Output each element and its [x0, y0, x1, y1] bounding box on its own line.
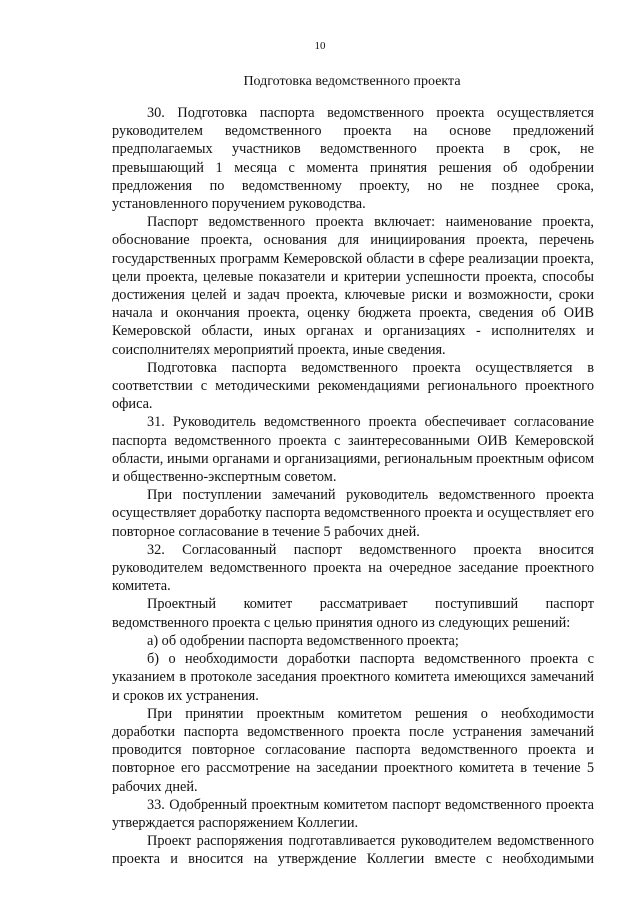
document-body: [112, 104, 594, 869]
paragraph-passport-contents: Паспорт ведомственного проекта включает: наименование проекта, обоснование проекта, основания для инициирования проекта, перечень государственных программ Кемеровской области в сфере реализации проекта, цели проекта, целевые показатели и критерии успешности проекта, способы достижения целей и задач проекта, ключевые риски и возможности, сроки начала и окончания проекта, оценку бюджета проекта, сведения об ОИВ Кемеровской области, иных органах и организациях - исполнителях и соисполнителях мероприятий проекта, иные сведения.: [112, 214, 594, 358]
section-title: Подготовка ведомственного проекта: [243, 74, 461, 89]
paragraph-32: 32. Согласованный паспорт ведомственного проекта вносится руководителем ведомственного проекта на очередное заседание проектного комитета.: [112, 541, 594, 595]
page-number: 10: [314, 40, 326, 52]
paragraph-committee-review: Проектный комитет рассматривает поступивший паспорт ведомственного проекта с целью принятия одного из следующих решений:: [112, 596, 594, 631]
paragraph-decision-a: а) об одобрении паспорта ведомственного проекта;: [147, 632, 459, 649]
paragraph-remarks: При поступлении замечаний руководитель ведомственного проекта осуществляет доработку паспорта ведомственного проекта и осуществляет его повторное согласование в течение 5 рабочих дней.: [112, 487, 594, 540]
paragraph-decision-b: б) о необходимости доработки паспорта ведомственного проекта с указанием в протоколе заседания проектного комитета имеющихся замечаний и сроков их устранения.: [112, 651, 594, 704]
paragraph-passport-preparation: Подготовка паспорта ведомственного проекта осуществляется в соответствии с методическими рекомендациями регионального проектного офиса.: [112, 359, 594, 413]
paragraph-33: 33. Одобренный проектным комитетом паспорт ведомственного проекта утверждается распоряжением Коллегии.: [112, 796, 594, 831]
paragraph-31: 31. Руководитель ведомственного проекта обеспечивает согласование паспорта ведомственного проекта с заинтересованными ОИВ Кемеровской области, иными органами и организациями, региональным проектным офисом и общественно-экспертным советом.: [112, 414, 594, 486]
paragraph-rework: При принятии проектным комитетом решения о необходимости доработки паспорта ведомственного проекта после устранения замечаний проводится повторное согласование паспорта ведомственного проекта и повторное его рассмотрение на заседании проектного комитета в течение 5 рабочих дней.: [112, 705, 594, 795]
paragraph-order-draft: Проект распоряжения подготавливается руководителем ведомственного проекта и вносится на утверждение Коллегии вместе с необходимыми: [112, 833, 594, 868]
paragraph-30: 30. Подготовка паспорта ведомственного проекта осуществляется руководителем ведомственного проекта на основе предложений предполагаемых участников ведомственного проекта в срок, не превышающий 1 месяца с момента принятия решения об одобрении предложения по ведомственному проекту, но не позднее срока, установленного поручением руководства.: [112, 105, 594, 213]
